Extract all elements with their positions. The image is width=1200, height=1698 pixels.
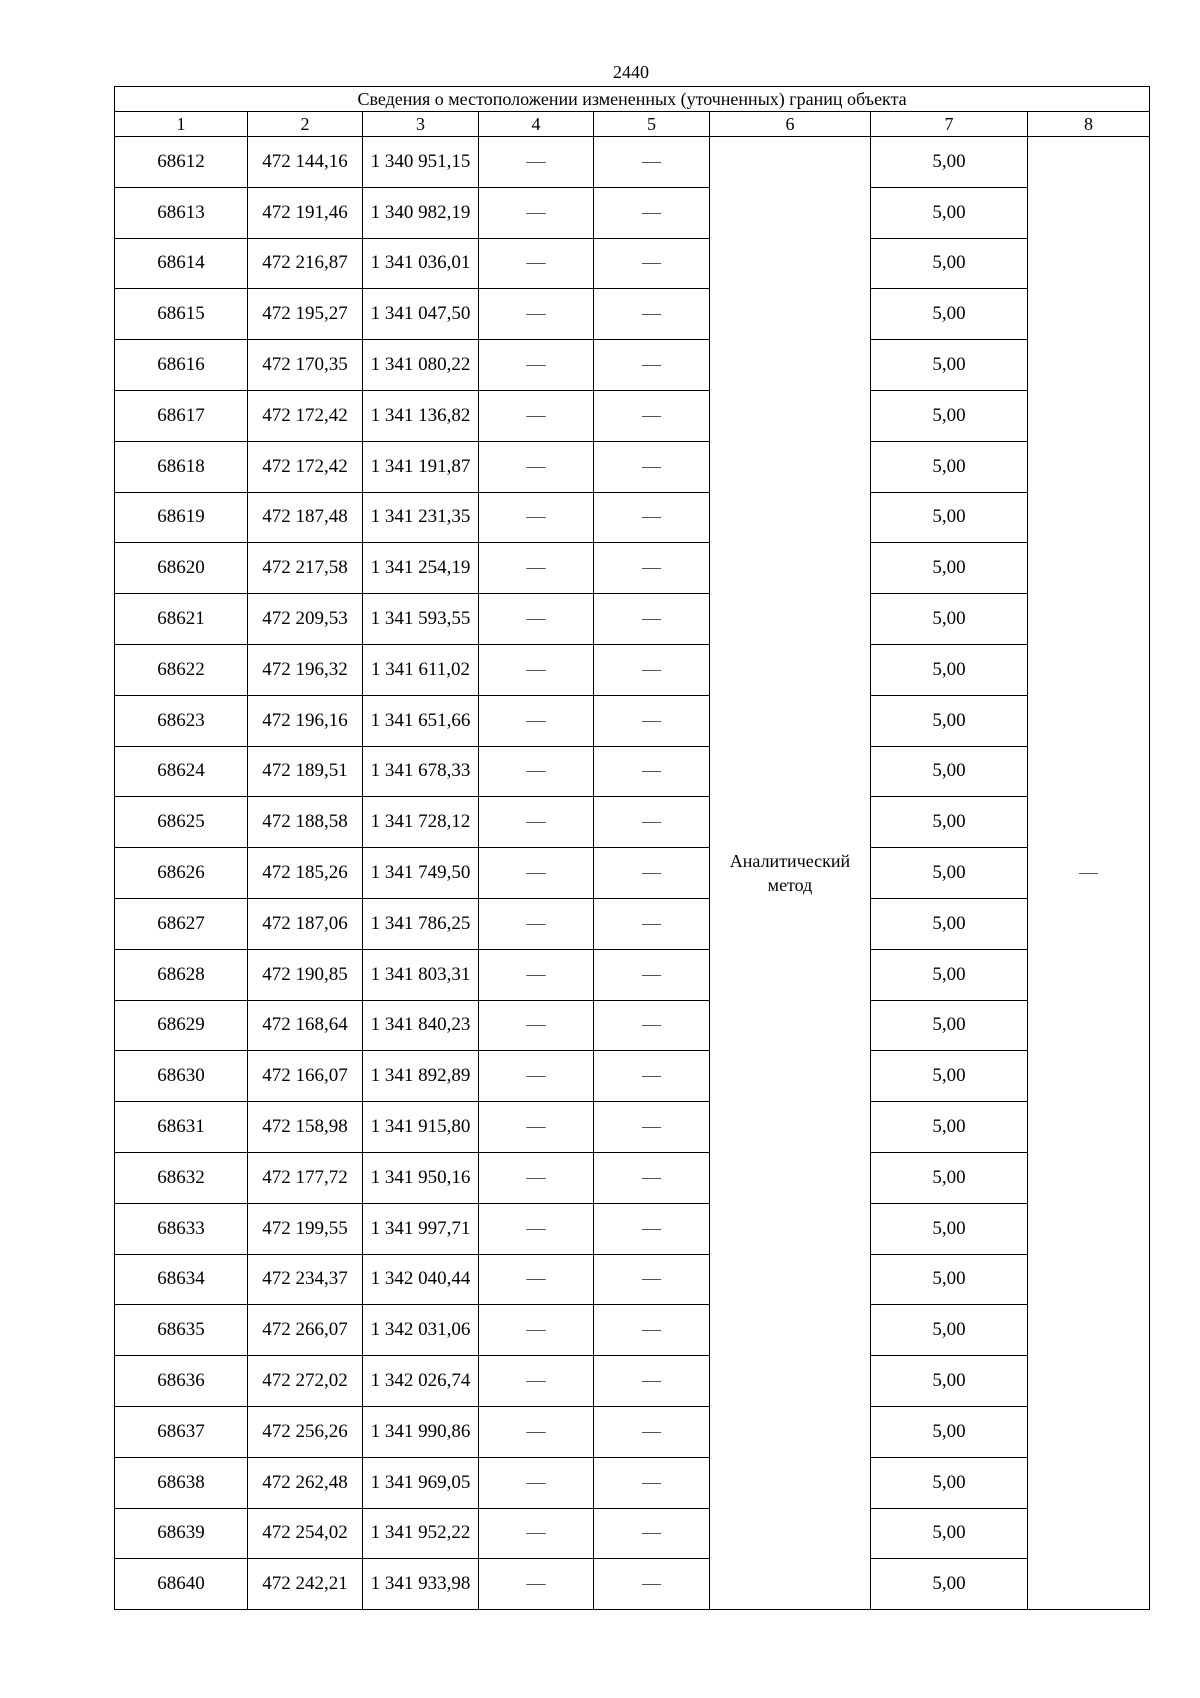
table-row (115, 1152, 1150, 1203)
table-row (115, 1406, 1150, 1457)
coordinate-x: 472 242,21 (248, 1559, 363, 1610)
point-number: 68612 (115, 137, 248, 188)
column-5-dash: — (594, 1508, 710, 1559)
column-7-value: 5,00 (871, 1152, 1028, 1203)
column-5-dash: — (594, 695, 710, 746)
column-4-dash: — (479, 1305, 594, 1356)
table-row (115, 746, 1150, 797)
coordinate-y: 1 341 593,55 (363, 594, 479, 645)
column-header-4: 4 (479, 112, 594, 137)
column-7-value: 5,00 (871, 1051, 1028, 1102)
coordinate-y: 1 342 026,74 (363, 1356, 479, 1407)
coordinate-y: 1 341 036,01 (363, 238, 479, 289)
coordinate-y: 1 341 840,23 (363, 1000, 479, 1051)
column-5-dash: — (594, 543, 710, 594)
table-row (115, 187, 1150, 238)
table-row (115, 1356, 1150, 1407)
column-5-dash: — (594, 1305, 710, 1356)
coordinate-y: 1 341 191,87 (363, 441, 479, 492)
point-number: 68613 (115, 187, 248, 238)
table-row (115, 594, 1150, 645)
table-row (115, 797, 1150, 848)
column-4-dash: — (479, 1508, 594, 1559)
table-row (115, 695, 1150, 746)
point-number: 68616 (115, 340, 248, 391)
coordinate-x: 472 177,72 (248, 1152, 363, 1203)
column-header-5: 5 (594, 112, 710, 137)
coordinate-y: 1 341 915,80 (363, 1102, 479, 1153)
column-5-dash: — (594, 1254, 710, 1305)
coordinate-x: 472 254,02 (248, 1508, 363, 1559)
coordinate-x: 472 170,35 (248, 340, 363, 391)
column-header-8: 8 (1028, 112, 1150, 137)
coordinate-y: 1 341 678,33 (363, 746, 479, 797)
column-5-dash: — (594, 1457, 710, 1508)
table-row (115, 1102, 1150, 1153)
coordinate-y: 1 341 136,82 (363, 390, 479, 441)
column-7-value: 5,00 (871, 441, 1028, 492)
table-row (115, 543, 1150, 594)
coordinate-y: 1 341 611,02 (363, 644, 479, 695)
coordinate-y: 1 342 031,06 (363, 1305, 479, 1356)
point-number: 68622 (115, 644, 248, 695)
table-row (115, 1559, 1150, 1610)
column-7-value: 5,00 (871, 1254, 1028, 1305)
method-cell (710, 137, 871, 1610)
column-5-dash: — (594, 289, 710, 340)
table-title-row (115, 87, 1150, 112)
column-5-dash: — (594, 137, 710, 188)
coordinate-y: 1 340 951,15 (363, 137, 479, 188)
point-number: 68636 (115, 1356, 248, 1407)
column-4-dash: — (479, 238, 594, 289)
column-7-value: 5,00 (871, 390, 1028, 441)
column-5-dash: — (594, 492, 710, 543)
column-5-dash: — (594, 441, 710, 492)
coordinate-y: 1 341 997,71 (363, 1203, 479, 1254)
column-5-dash: — (594, 1559, 710, 1610)
coordinate-x: 472 217,58 (248, 543, 363, 594)
column-4-dash: — (479, 1254, 594, 1305)
coordinate-x: 472 172,42 (248, 390, 363, 441)
column-7-value: 5,00 (871, 1508, 1028, 1559)
point-number: 68638 (115, 1457, 248, 1508)
coordinate-x: 472 187,06 (248, 898, 363, 949)
column-5-dash: — (594, 848, 710, 899)
column-7-value: 5,00 (871, 1000, 1028, 1051)
point-number: 68615 (115, 289, 248, 340)
coordinate-x: 472 166,07 (248, 1051, 363, 1102)
column-4-dash: — (479, 1000, 594, 1051)
column-7-value: 5,00 (871, 340, 1028, 391)
column-5-dash: — (594, 1000, 710, 1051)
table-title: Сведения о местоположении измененных (уточненных) границ объекта (115, 87, 1150, 112)
column-4-dash: — (479, 137, 594, 188)
coordinate-x: 472 188,58 (248, 797, 363, 848)
table-row (115, 1457, 1150, 1508)
column-4-dash: — (479, 492, 594, 543)
coordinate-x: 472 196,16 (248, 695, 363, 746)
column-4-dash: — (479, 746, 594, 797)
column-7-value: 5,00 (871, 594, 1028, 645)
column-7-value: 5,00 (871, 1406, 1028, 1457)
point-number: 68639 (115, 1508, 248, 1559)
table-row (115, 1051, 1150, 1102)
table-row (115, 390, 1150, 441)
column-4-dash: — (479, 898, 594, 949)
point-number: 68623 (115, 695, 248, 746)
column-7-value: 5,00 (871, 949, 1028, 1000)
page-number: 2440 (613, 62, 649, 82)
coordinate-y: 1 342 040,44 (363, 1254, 479, 1305)
point-number: 68625 (115, 797, 248, 848)
column-7-value: 5,00 (871, 898, 1028, 949)
coordinate-y: 1 341 231,35 (363, 492, 479, 543)
column-7-value: 5,00 (871, 848, 1028, 899)
coordinate-x: 472 199,55 (248, 1203, 363, 1254)
coordinate-y: 1 341 803,31 (363, 949, 479, 1000)
coordinate-x: 472 168,64 (248, 1000, 363, 1051)
table-row (115, 289, 1150, 340)
column-4-dash: — (479, 340, 594, 391)
table-row (115, 1508, 1150, 1559)
coordinate-x: 472 189,51 (248, 746, 363, 797)
column-4-dash: — (479, 797, 594, 848)
coordinate-x: 472 234,37 (248, 1254, 363, 1305)
table-row (115, 492, 1150, 543)
point-number: 68621 (115, 594, 248, 645)
column-7-value: 5,00 (871, 1203, 1028, 1254)
column-5-dash: — (594, 1203, 710, 1254)
table-row (115, 1000, 1150, 1051)
column-4-dash: — (479, 543, 594, 594)
coordinate-y: 1 341 892,89 (363, 1051, 479, 1102)
point-number: 68620 (115, 543, 248, 594)
table-row (115, 238, 1150, 289)
point-number: 68619 (115, 492, 248, 543)
coordinate-y: 1 341 933,98 (363, 1559, 479, 1610)
boundary-coordinates-table (114, 86, 1150, 1610)
table-row (115, 441, 1150, 492)
column-header-3: 3 (363, 112, 479, 137)
coordinate-y: 1 340 982,19 (363, 187, 479, 238)
column-4-dash: — (479, 441, 594, 492)
column-7-value: 5,00 (871, 543, 1028, 594)
column-7-value: 5,00 (871, 492, 1028, 543)
column-7-value: 5,00 (871, 1457, 1028, 1508)
column-header-row (115, 112, 1150, 137)
coordinate-y: 1 341 728,12 (363, 797, 479, 848)
column-5-dash: — (594, 898, 710, 949)
table-row (115, 644, 1150, 695)
column-4-dash: — (479, 949, 594, 1000)
method-line-2: метод (767, 875, 813, 896)
column-7-value: 5,00 (871, 137, 1028, 188)
column-5-dash: — (594, 1051, 710, 1102)
point-number: 68637 (115, 1406, 248, 1457)
column-4-dash: — (479, 594, 594, 645)
column-4-dash: — (479, 187, 594, 238)
column-4-dash: — (479, 1457, 594, 1508)
column-header-1: 1 (115, 112, 248, 137)
column-7-value: 5,00 (871, 187, 1028, 238)
column-5-dash: — (594, 1102, 710, 1153)
column-4-dash: — (479, 1406, 594, 1457)
coordinate-x: 472 187,48 (248, 492, 363, 543)
column-4-dash: — (479, 289, 594, 340)
coordinate-y: 1 341 651,66 (363, 695, 479, 746)
column-4-dash: — (479, 644, 594, 695)
coordinate-y: 1 341 950,16 (363, 1152, 479, 1203)
column-header-2: 2 (248, 112, 363, 137)
column-7-value: 5,00 (871, 644, 1028, 695)
column-7-value: 5,00 (871, 746, 1028, 797)
point-number: 68632 (115, 1152, 248, 1203)
table-row (115, 340, 1150, 391)
coordinate-y: 1 341 990,86 (363, 1406, 479, 1457)
point-number: 68635 (115, 1305, 248, 1356)
table-row (115, 137, 1150, 188)
coordinate-y: 1 341 969,05 (363, 1457, 479, 1508)
table-row (115, 949, 1150, 1000)
column-5-dash: — (594, 1152, 710, 1203)
coordinate-x: 472 185,26 (248, 848, 363, 899)
column-7-value: 5,00 (871, 1102, 1028, 1153)
column-7-value: 5,00 (871, 1559, 1028, 1610)
column-7-value: 5,00 (871, 289, 1028, 340)
coordinate-x: 472 256,26 (248, 1406, 363, 1457)
column-5-dash: — (594, 746, 710, 797)
table-row (115, 898, 1150, 949)
column-header-6: 6 (710, 112, 871, 137)
column-7-value: 5,00 (871, 797, 1028, 848)
method-line-1: Аналитический (729, 851, 851, 872)
column-5-dash: — (594, 644, 710, 695)
point-number: 68640 (115, 1559, 248, 1610)
column-5-dash: — (594, 238, 710, 289)
table-row (115, 1203, 1150, 1254)
point-number: 68627 (115, 898, 248, 949)
column-4-dash: — (479, 1203, 594, 1254)
column-5-dash: — (594, 1406, 710, 1457)
point-number: 68617 (115, 390, 248, 441)
coordinate-x: 472 262,48 (248, 1457, 363, 1508)
table-row (115, 1254, 1150, 1305)
point-number: 68626 (115, 848, 248, 899)
point-number: 68633 (115, 1203, 248, 1254)
column-8-dash: — (1028, 137, 1150, 1610)
coordinate-x: 472 209,53 (248, 594, 363, 645)
point-number: 68629 (115, 1000, 248, 1051)
coordinate-x: 472 190,85 (248, 949, 363, 1000)
coordinate-x: 472 158,98 (248, 1102, 363, 1153)
column-5-dash: — (594, 797, 710, 848)
column-4-dash: — (479, 695, 594, 746)
coordinate-y: 1 341 749,50 (363, 848, 479, 899)
point-number: 68630 (115, 1051, 248, 1102)
coordinate-y: 1 341 080,22 (363, 340, 479, 391)
coordinate-x: 472 196,32 (248, 644, 363, 695)
column-5-dash: — (594, 949, 710, 1000)
column-7-value: 5,00 (871, 695, 1028, 746)
coordinate-y: 1 341 254,19 (363, 543, 479, 594)
column-4-dash: — (479, 1051, 594, 1102)
point-number: 68634 (115, 1254, 248, 1305)
column-5-dash: — (594, 340, 710, 391)
point-number: 68624 (115, 746, 248, 797)
point-number: 68614 (115, 238, 248, 289)
table-row (115, 1305, 1150, 1356)
column-5-dash: — (594, 187, 710, 238)
coordinate-y: 1 341 952,22 (363, 1508, 479, 1559)
coordinate-x: 472 195,27 (248, 289, 363, 340)
column-4-dash: — (479, 390, 594, 441)
table-row (115, 848, 1150, 899)
column-5-dash: — (594, 390, 710, 441)
column-7-value: 5,00 (871, 1305, 1028, 1356)
column-4-dash: — (479, 1102, 594, 1153)
coordinate-x: 472 172,42 (248, 441, 363, 492)
coordinate-x: 472 191,46 (248, 187, 363, 238)
column-5-dash: — (594, 1356, 710, 1407)
point-number: 68618 (115, 441, 248, 492)
coordinate-x: 472 144,16 (248, 137, 363, 188)
column-4-dash: — (479, 1356, 594, 1407)
column-4-dash: — (479, 1152, 594, 1203)
coordinate-y: 1 341 047,50 (363, 289, 479, 340)
column-header-7: 7 (871, 112, 1028, 137)
coordinate-x: 472 216,87 (248, 238, 363, 289)
coordinate-x: 472 266,07 (248, 1305, 363, 1356)
column-4-dash: — (479, 1559, 594, 1610)
column-4-dash: — (479, 848, 594, 899)
point-number: 68631 (115, 1102, 248, 1153)
coordinate-x: 472 272,02 (248, 1356, 363, 1407)
point-number: 68628 (115, 949, 248, 1000)
coordinate-y: 1 341 786,25 (363, 898, 479, 949)
column-7-value: 5,00 (871, 1356, 1028, 1407)
column-7-value: 5,00 (871, 238, 1028, 289)
column-5-dash: — (594, 594, 710, 645)
